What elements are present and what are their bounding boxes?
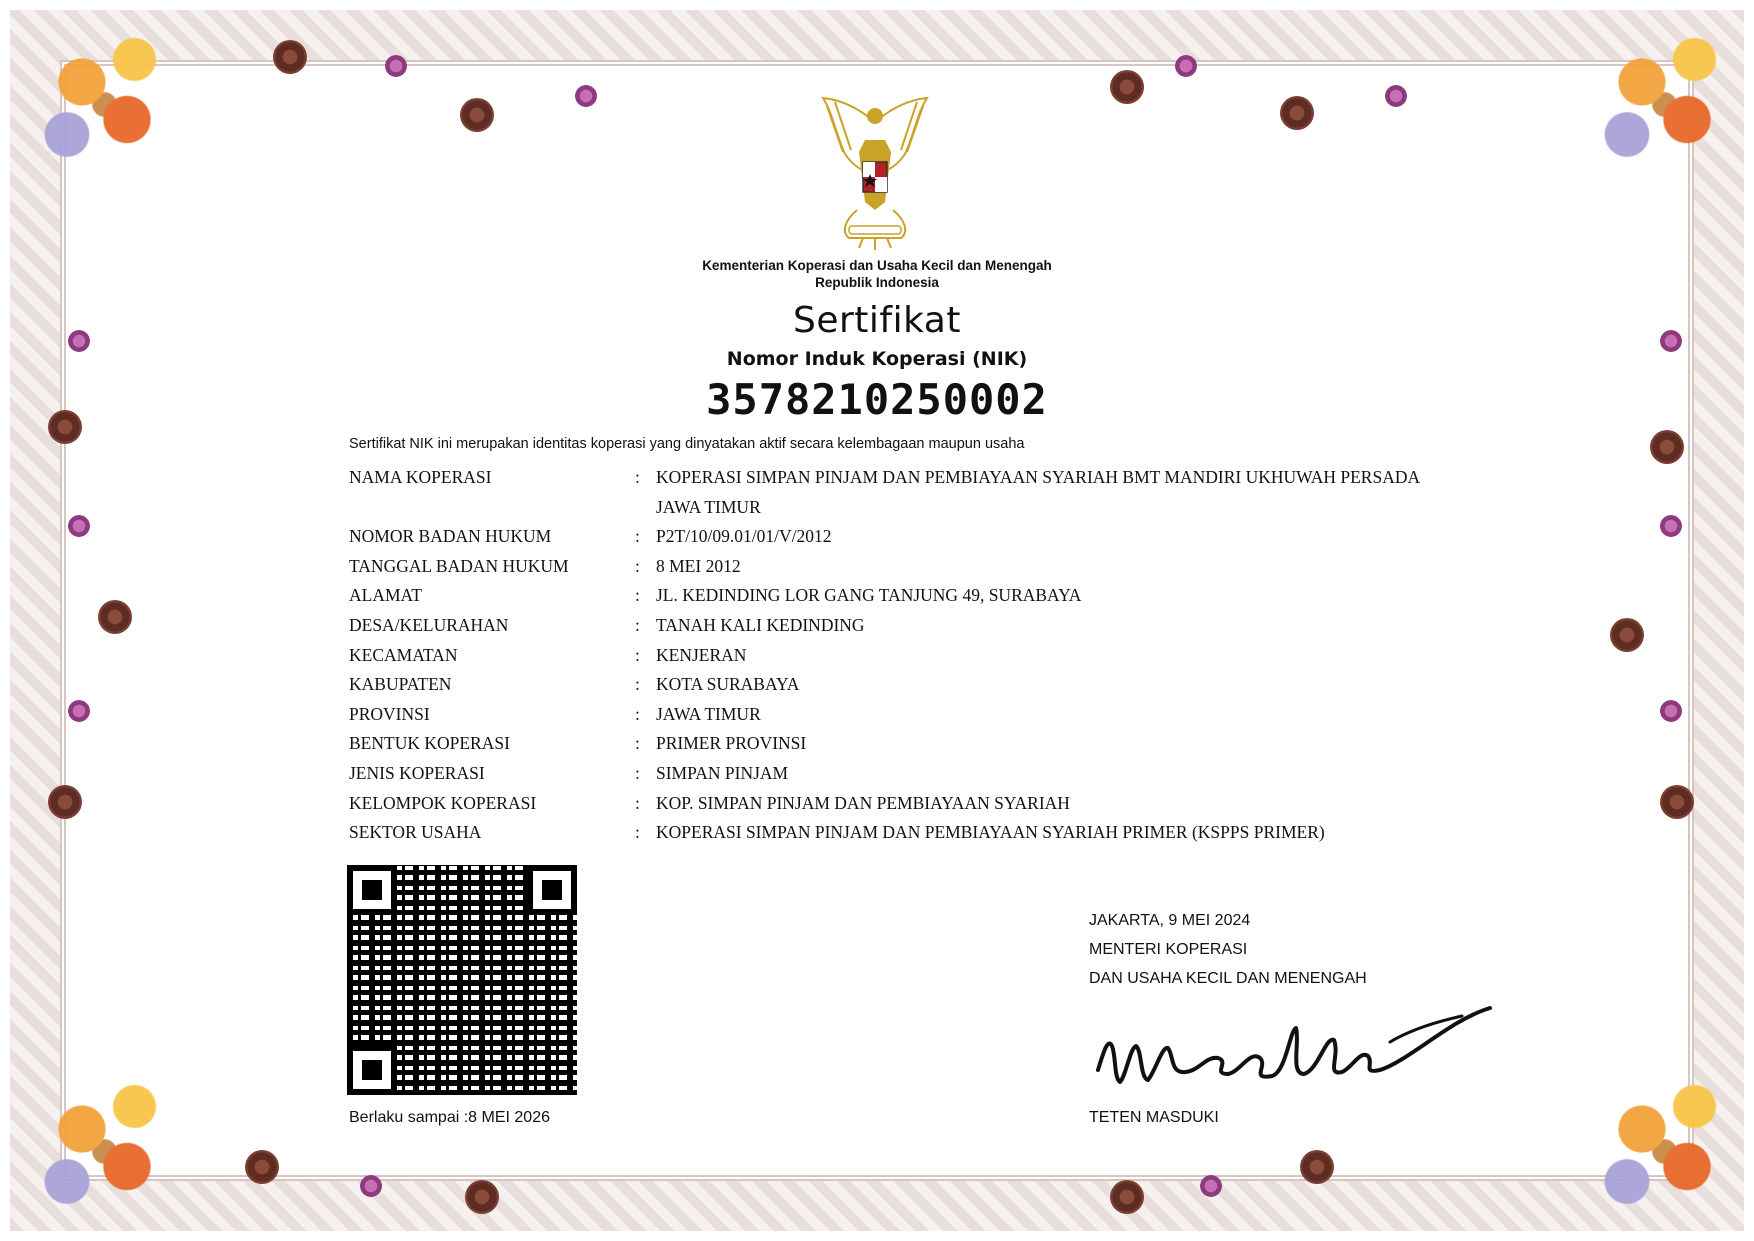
flower-icon	[1175, 55, 1197, 77]
qr-code-icon[interactable]	[347, 865, 577, 1095]
field-label: NOMOR BADAN HUKUM	[349, 526, 552, 547]
field-value: JL. KEDINDING LOR GANG TANJUNG 49, SURABAYA	[656, 585, 1082, 606]
corner-ornament-bottom-right	[1582, 1069, 1732, 1219]
field-value: KOPERASI SIMPAN PINJAM DAN PEMBIAYAAN SYARIAH PRIMER (KSPPS PRIMER)	[656, 822, 1325, 843]
field-label: SEKTOR USAHA	[349, 822, 482, 843]
field-value: SIMPAN PINJAM	[656, 762, 789, 783]
flower-icon	[1660, 700, 1682, 722]
qr-finder-pattern	[347, 1045, 397, 1095]
field-row	[349, 463, 1539, 522]
rosette-icon	[1110, 1180, 1144, 1214]
rosette-icon	[1650, 430, 1684, 464]
field-label: DESA/KELURAHAN	[349, 614, 509, 635]
flower-icon	[575, 85, 597, 107]
signer-position-line1: MENTERI KOPERASI	[1089, 941, 1248, 958]
field-value	[656, 463, 1539, 522]
field-value: KENJERAN	[656, 644, 747, 665]
field-separator: :	[635, 467, 640, 487]
rosette-icon	[465, 1180, 499, 1214]
field-separator: :	[635, 555, 640, 576]
field-row	[349, 611, 1539, 641]
qr-finder-pattern	[347, 865, 397, 915]
field-separator: :	[635, 614, 640, 635]
field-label: PROVINSI	[349, 703, 430, 724]
field-separator: :	[635, 822, 640, 843]
field-label: BENTUK KOPERASI	[349, 733, 510, 754]
field-row	[349, 522, 1539, 552]
rosette-icon	[245, 1150, 279, 1184]
field-separator: :	[635, 644, 640, 665]
field-row	[349, 552, 1539, 582]
rosette-icon	[1660, 785, 1694, 819]
qr-finder-pattern	[527, 865, 577, 915]
flower-icon	[360, 1175, 382, 1197]
field-row	[349, 818, 1539, 848]
flower-icon	[1200, 1175, 1222, 1197]
flower-icon	[1385, 85, 1407, 107]
field-value: PRIMER PROVINSI	[656, 733, 807, 754]
flower-icon	[385, 55, 407, 77]
rosette-icon	[1300, 1150, 1334, 1184]
field-label: JENIS KOPERASI	[349, 762, 485, 783]
field-row	[349, 641, 1539, 671]
rosette-icon	[460, 98, 494, 132]
field-row	[349, 700, 1539, 730]
field-row	[349, 729, 1539, 759]
rosette-icon	[98, 600, 132, 634]
field-value: KOTA SURABAYA	[656, 674, 800, 695]
field-separator: :	[635, 733, 640, 754]
rosette-icon	[1110, 70, 1144, 104]
field-row	[349, 789, 1539, 819]
nik-number: 3578210250002	[706, 375, 1048, 424]
field-separator: :	[635, 792, 640, 813]
flower-icon	[68, 700, 90, 722]
ministry-name: Kementerian Koperasi dan Usaha Kecil dan Menengah	[702, 258, 1052, 273]
flower-icon	[68, 515, 90, 537]
rosette-icon	[1610, 618, 1644, 652]
field-value-line2: JAWA TIMUR	[656, 496, 761, 517]
field-label: TANGGAL BADAN HUKUM	[349, 555, 569, 576]
flower-icon	[1660, 515, 1682, 537]
signer-position-line2: DAN USAHA KECIL DAN MENENGAH	[1089, 970, 1367, 987]
rosette-icon	[48, 785, 82, 819]
corner-ornament-bottom-left	[22, 1069, 172, 1219]
field-value: KOP. SIMPAN PINJAM DAN PEMBIAYAAN SYARIAH	[656, 792, 1070, 813]
field-value: 8 MEI 2012	[656, 555, 741, 576]
field-separator: :	[635, 762, 640, 783]
field-separator: :	[635, 526, 640, 547]
certificate-title: Sertifikat	[793, 300, 961, 341]
field-label: ALAMAT	[349, 585, 422, 606]
field-label: KABUPATEN	[349, 674, 452, 695]
field-separator: :	[635, 703, 640, 724]
signer-name: TETEN MASDUKI	[1089, 1109, 1219, 1126]
field-value: JAWA TIMUR	[656, 703, 761, 724]
field-row	[349, 670, 1539, 700]
rosette-icon	[1280, 96, 1314, 130]
garuda-emblem-icon	[805, 92, 945, 252]
validity-date: Berlaku sampai :8 MEI 2026	[349, 1109, 550, 1126]
intro-text: Sertifikat NIK ini merupakan identitas koperasi yang dinyatakan aktif secara kelembagaan maupun usaha	[349, 436, 1025, 452]
field-label: NAMA KOPERASI	[349, 467, 492, 487]
corner-ornament-top-left	[22, 22, 172, 172]
field-row	[349, 581, 1539, 611]
field-label: KECAMATAN	[349, 644, 458, 665]
cooperative-details	[349, 463, 1539, 848]
field-label: KELOMPOK KOPERASI	[349, 792, 537, 813]
field-separator: :	[635, 585, 640, 606]
country-name: Republik Indonesia	[815, 275, 939, 290]
field-separator: :	[635, 674, 640, 695]
field-value: P2T/10/09.01/01/V/2012	[656, 526, 832, 547]
handwritten-signature-icon	[1090, 990, 1500, 1100]
corner-ornament-top-right	[1582, 22, 1732, 172]
place-date: JAKARTA, 9 MEI 2024	[1089, 912, 1251, 929]
field-row	[349, 759, 1539, 789]
field-value: TANAH KALI KEDINDING	[656, 614, 865, 635]
certificate-subtitle: Nomor Induk Koperasi (NIK)	[726, 348, 1028, 370]
rosette-icon	[273, 40, 307, 74]
field-value-line1: KOPERASI SIMPAN PINJAM DAN PEMBIAYAAN SYARIAH BMT MANDIRI UKHUWAH PERSADA	[656, 467, 1421, 487]
